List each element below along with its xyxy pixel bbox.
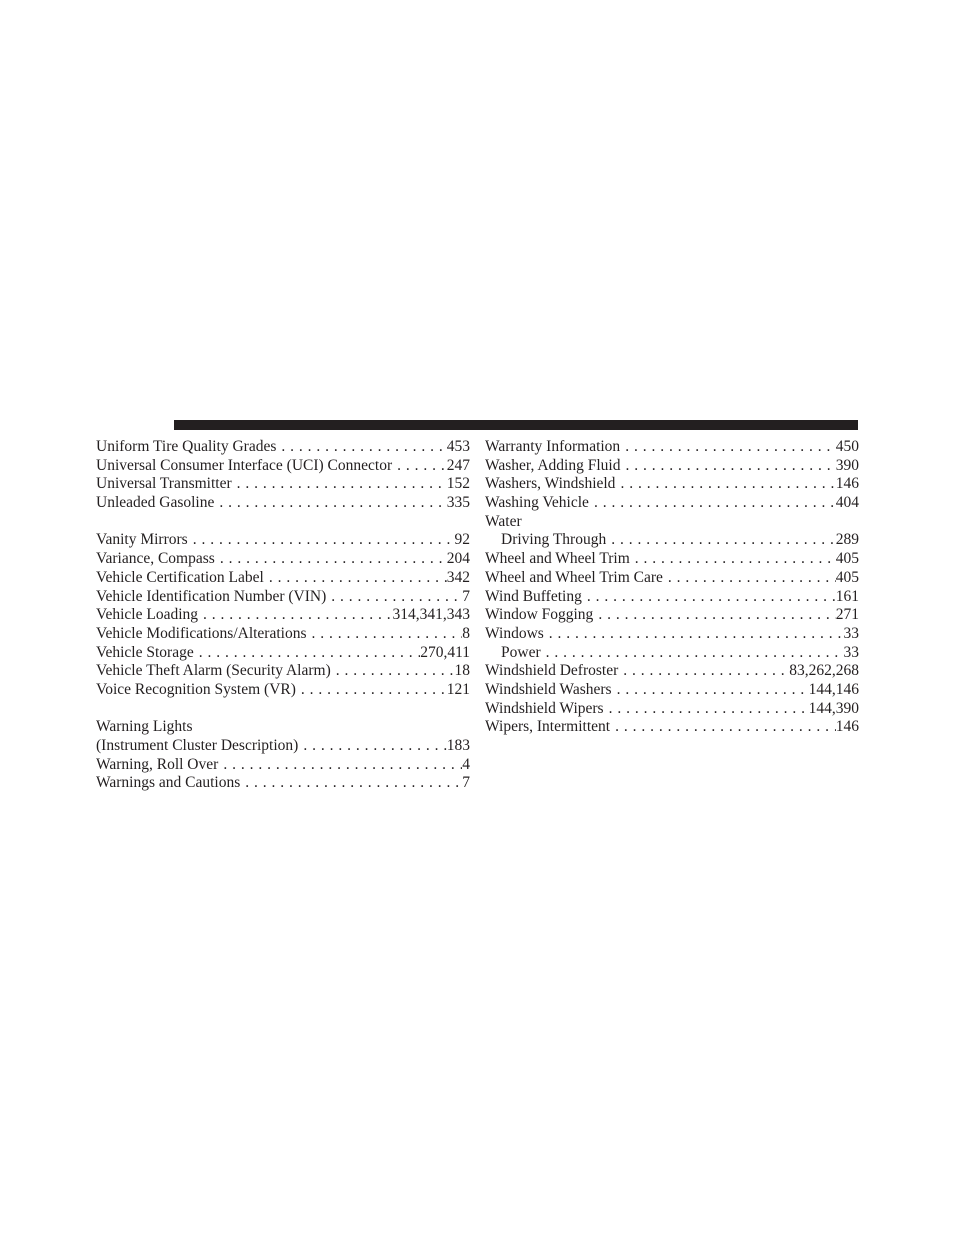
index-heading-entry: [485, 513, 859, 532]
entry-label: Windshield Defroster: [485, 662, 619, 680]
dot-leader: [194, 644, 420, 663]
dot-leader: [618, 662, 789, 681]
entry-page: 453: [446, 438, 470, 455]
dot-leader: [582, 588, 836, 607]
dot-leader: [593, 606, 835, 625]
entry-label: Windshield Wipers: [485, 699, 604, 717]
index-entry: [96, 737, 470, 756]
entry-page: 152: [446, 475, 470, 493]
index-entry: [485, 700, 859, 719]
dot-leader: [326, 588, 462, 607]
entry-page: 270,411: [420, 643, 470, 661]
entry-page: 121: [446, 680, 470, 698]
entry-label: Voice Recognition System (VR): [96, 680, 296, 698]
index-entry: [96, 550, 470, 569]
entry-label: Wheel and Wheel Trim: [485, 550, 630, 568]
entry-label: Universal Consumer Interface (UCI) Connector: [96, 456, 393, 474]
dot-leader: [307, 625, 463, 644]
dot-leader: [214, 494, 446, 513]
index-entry: [96, 438, 470, 457]
dot-leader: [589, 494, 836, 513]
entry-page: 404: [835, 494, 859, 512]
index-subentry: [485, 531, 859, 550]
entry-page: 314,341,343: [392, 606, 470, 624]
entry-label: Driving Through: [501, 531, 607, 549]
entry-page: 8: [462, 624, 470, 642]
index-column-left: [96, 438, 470, 793]
dot-leader: [276, 438, 446, 457]
entry-label: Vehicle Loading: [96, 606, 199, 624]
entry-page: 144,146: [808, 680, 859, 698]
entry-label: Vehicle Storage: [96, 643, 194, 661]
dot-leader: [606, 531, 836, 550]
entry-label: Wind Buffeting: [485, 587, 582, 605]
entry-label: Vehicle Modifications/Alterations: [96, 624, 307, 642]
entry-page: 405: [835, 550, 859, 568]
entry-label: Windows: [485, 624, 544, 642]
dot-leader: [615, 475, 835, 494]
index-entry: [485, 662, 859, 681]
index-entry: [96, 606, 470, 625]
index-entry: [485, 625, 859, 644]
dot-leader: [232, 475, 447, 494]
dot-leader: [296, 681, 447, 700]
entry-page: 183: [446, 737, 470, 754]
entry-label: Unleaded Gasoline: [96, 494, 215, 512]
entry-label: Washer, Adding Fluid: [485, 456, 621, 474]
entry-label: Vehicle Theft Alarm (Security Alarm): [96, 662, 331, 680]
entry-page: 289: [835, 531, 859, 549]
dot-leader: [198, 606, 392, 625]
entry-page: 144,390: [808, 699, 859, 717]
entry-page: 247: [446, 456, 470, 474]
entry-page: 335: [446, 494, 470, 512]
index-entry: [96, 681, 470, 700]
index-entry: [96, 774, 470, 793]
index-entry: [485, 569, 859, 588]
entry-label: Window Fogging: [485, 606, 594, 624]
entry-label: Vehicle Identification Number (VIN): [96, 587, 327, 605]
entry-label: Warning Lights: [96, 718, 193, 736]
index-entry: [96, 625, 470, 644]
index-entry: [96, 531, 470, 550]
index-entry: [485, 475, 859, 494]
index-entry: [96, 644, 470, 663]
entry-page: 146: [835, 475, 859, 493]
entry-page: 204: [446, 550, 470, 568]
dot-leader: [544, 625, 844, 644]
dot-leader: [218, 756, 462, 775]
entry-label: Wipers, Intermittent: [485, 718, 611, 736]
index-heading-entry: [96, 718, 470, 737]
dot-leader: [630, 550, 836, 569]
entry-label: Vanity Mirrors: [96, 531, 188, 549]
dot-leader: [612, 681, 809, 700]
entry-page: 83,262,268: [789, 662, 859, 680]
entry-label: Washers, Windshield: [485, 475, 616, 493]
entry-page: 18: [454, 662, 470, 680]
entry-page: 33: [843, 624, 859, 642]
entry-page: 92: [454, 531, 470, 549]
index-entry: [96, 569, 470, 588]
entry-label: Washing Vehicle: [485, 494, 589, 512]
index-entry: [96, 494, 470, 513]
entry-label: Warranty Information: [485, 438, 621, 455]
entry-label: Windshield Washers: [485, 680, 612, 698]
entry-page: 271: [835, 606, 859, 624]
dot-leader: [663, 569, 836, 588]
dot-leader: [298, 737, 446, 756]
entry-label: Uniform Tire Quality Grades: [96, 438, 277, 455]
index-entry: [96, 756, 470, 775]
index-column-right: [485, 438, 859, 737]
index-entry: [96, 475, 470, 494]
group-spacer: [96, 700, 470, 719]
index-entry: [485, 718, 859, 737]
index-entry: [96, 662, 470, 681]
index-entry: [485, 438, 859, 457]
dot-leader: [620, 438, 836, 457]
entry-page: 7: [462, 774, 470, 792]
entry-label: Vehicle Certification Label: [96, 568, 264, 586]
entry-page: 161: [835, 587, 859, 605]
entry-page: 33: [843, 643, 859, 661]
entry-label: Water: [485, 512, 522, 530]
entry-label: Variance, Compass: [96, 550, 215, 568]
entry-label: Wheel and Wheel Trim Care: [485, 568, 663, 586]
entry-page: 342: [446, 568, 470, 586]
dot-leader: [331, 662, 455, 681]
dot-leader: [240, 774, 462, 793]
dot-leader: [610, 718, 836, 737]
entry-page: 7: [462, 587, 470, 605]
entry-page: 4: [462, 755, 470, 773]
header-rule: [174, 420, 858, 430]
index-entry: [485, 681, 859, 700]
dot-leader: [541, 644, 844, 663]
dot-leader: [188, 531, 455, 550]
dot-leader: [392, 457, 447, 476]
entry-page: 146: [835, 718, 859, 736]
index-entry: [485, 494, 859, 513]
entry-page: 405: [835, 568, 859, 586]
entry-label: Universal Transmitter: [96, 475, 232, 493]
entry-page: 450: [835, 438, 859, 455]
entry-label: Power: [501, 643, 541, 661]
index-entry: [485, 550, 859, 569]
index-entry: [96, 588, 470, 607]
group-spacer: [96, 513, 470, 532]
dot-leader: [264, 569, 447, 588]
entry-label: Warning, Roll Over: [96, 755, 219, 773]
index-subentry: [485, 644, 859, 663]
dot-leader: [620, 457, 835, 476]
entry-page: 390: [835, 456, 859, 474]
index-entry: [96, 457, 470, 476]
index-entry: [485, 588, 859, 607]
index-entry: [485, 457, 859, 476]
dot-leader: [215, 550, 447, 569]
dot-leader: [604, 700, 809, 719]
index-entry: [485, 606, 859, 625]
entry-label: (Instrument Cluster Description): [96, 737, 299, 754]
entry-label: Warnings and Cautions: [96, 774, 241, 792]
